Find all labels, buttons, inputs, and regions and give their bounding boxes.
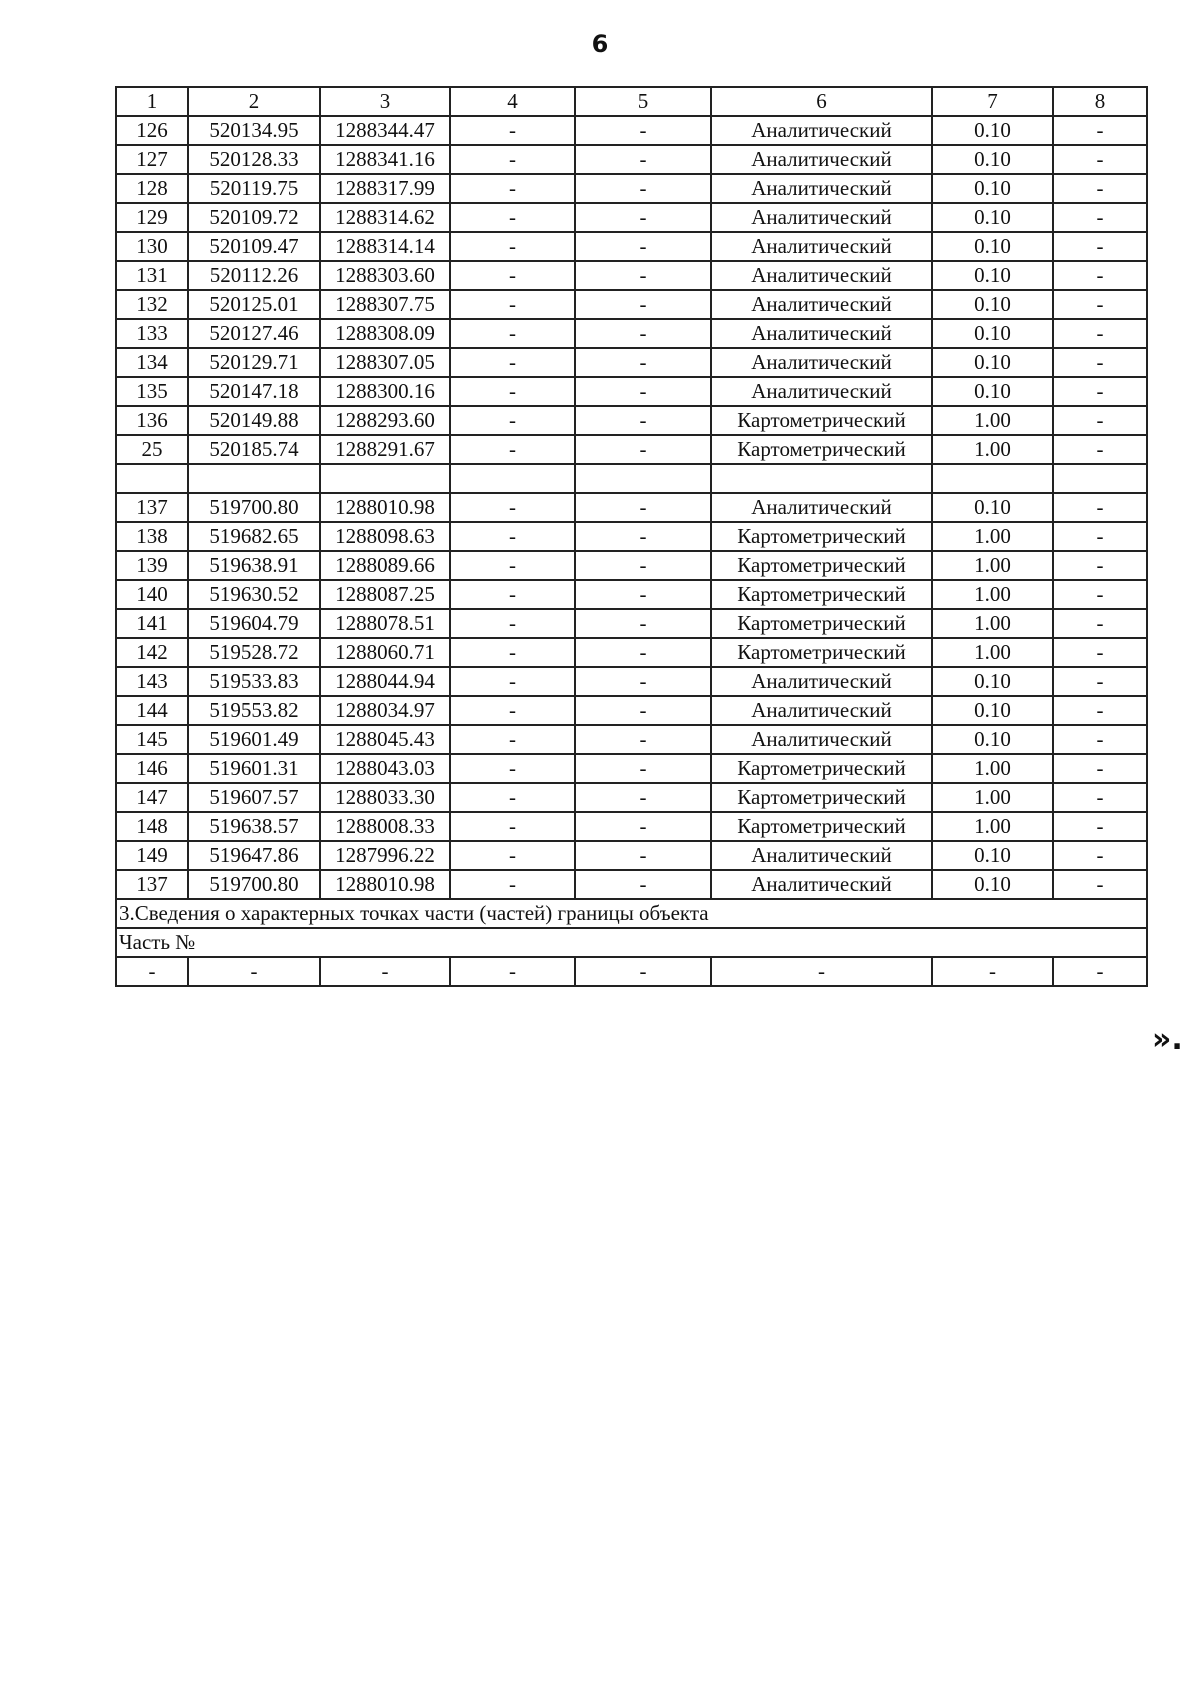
table-cell: Аналитический <box>711 203 932 232</box>
table-cell: - <box>575 261 711 290</box>
table-cell: - <box>575 609 711 638</box>
header-cell: 3 <box>320 87 450 116</box>
table-cell: Картометрический <box>711 812 932 841</box>
dash-cell: - <box>450 957 575 986</box>
table-cell: 1288341.16 <box>320 145 450 174</box>
table-cell: Картометрический <box>711 754 932 783</box>
table-cell <box>711 464 932 493</box>
table-cell: 137 <box>116 870 188 899</box>
dash-cell: - <box>575 957 711 986</box>
table-row <box>116 754 1147 783</box>
table-row <box>116 145 1147 174</box>
table-cell: 1288043.03 <box>320 754 450 783</box>
table-cell: - <box>1053 551 1147 580</box>
table-cell: 0.10 <box>932 174 1053 203</box>
table-cell: 25 <box>116 435 188 464</box>
table-cell: 1288060.71 <box>320 638 450 667</box>
table-cell: 520185.74 <box>188 435 320 464</box>
table-cell: 1288307.05 <box>320 348 450 377</box>
table-cell: - <box>450 348 575 377</box>
table-cell: 0.10 <box>932 116 1053 145</box>
table-cell: 520127.46 <box>188 319 320 348</box>
table-cell: - <box>575 667 711 696</box>
table-cell: 1288089.66 <box>320 551 450 580</box>
table-cell: Аналитический <box>711 870 932 899</box>
table-cell: - <box>575 319 711 348</box>
table-row <box>116 116 1147 145</box>
table-row <box>116 493 1147 522</box>
table-cell: - <box>1053 290 1147 319</box>
table-cell: 147 <box>116 783 188 812</box>
table-cell: 1.00 <box>932 783 1053 812</box>
table-cell: - <box>575 638 711 667</box>
table-cell <box>575 464 711 493</box>
table-cell: 1288087.25 <box>320 580 450 609</box>
table-cell: - <box>450 754 575 783</box>
table-cell: 1.00 <box>932 435 1053 464</box>
table-cell: - <box>575 435 711 464</box>
table-cell: 1.00 <box>932 812 1053 841</box>
table-cell: - <box>450 290 575 319</box>
table-cell: Картометрический <box>711 638 932 667</box>
table-row <box>116 464 1147 493</box>
table-cell <box>116 464 188 493</box>
table-row <box>116 638 1147 667</box>
table-cell: - <box>450 319 575 348</box>
table-cell: 0.10 <box>932 667 1053 696</box>
table-cell: - <box>450 435 575 464</box>
table-cell: Картометрический <box>711 609 932 638</box>
table-cell: 519601.31 <box>188 754 320 783</box>
table-cell: 142 <box>116 638 188 667</box>
table-cell: 519533.83 <box>188 667 320 696</box>
table-cell: 0.10 <box>932 319 1053 348</box>
table-cell: 1288307.75 <box>320 290 450 319</box>
table-row <box>116 667 1147 696</box>
table-row <box>116 696 1147 725</box>
table-cell: 0.10 <box>932 870 1053 899</box>
table-cell: 149 <box>116 841 188 870</box>
table-cell: - <box>450 232 575 261</box>
table-cell: 132 <box>116 290 188 319</box>
table-cell: 0.10 <box>932 145 1053 174</box>
table-row <box>116 609 1147 638</box>
dash-cell: - <box>1053 957 1147 986</box>
table-cell: 1.00 <box>932 754 1053 783</box>
table-cell: - <box>1053 261 1147 290</box>
table-cell: - <box>450 667 575 696</box>
table-cell: - <box>575 725 711 754</box>
table-cell: - <box>1053 348 1147 377</box>
table-cell: 1288010.98 <box>320 493 450 522</box>
table-cell: - <box>575 841 711 870</box>
table-cell: Аналитический <box>711 493 932 522</box>
table-row <box>116 319 1147 348</box>
table-cell: 519700.80 <box>188 493 320 522</box>
table-cell: - <box>450 870 575 899</box>
table-cell: 0.10 <box>932 348 1053 377</box>
header-cell: 5 <box>575 87 711 116</box>
table-cell: 139 <box>116 551 188 580</box>
section3-title: 3.Сведения о характерных точках части (частей) границы объекта <box>116 899 1147 928</box>
table-cell: 0.10 <box>932 290 1053 319</box>
table-cell: 0.10 <box>932 696 1053 725</box>
table-cell: - <box>450 522 575 551</box>
part-row <box>116 928 1147 957</box>
table-cell: 519630.52 <box>188 580 320 609</box>
table-cell: - <box>450 406 575 435</box>
table-row <box>116 261 1147 290</box>
dash-cell: - <box>711 957 932 986</box>
table-cell: - <box>450 551 575 580</box>
table-cell: - <box>575 493 711 522</box>
table-cell: - <box>575 203 711 232</box>
table-cell: - <box>575 348 711 377</box>
table-cell: - <box>450 261 575 290</box>
table-cell: 519647.86 <box>188 841 320 870</box>
table-cell: - <box>450 783 575 812</box>
page-number: 6 <box>591 30 609 58</box>
table-cell: - <box>1053 667 1147 696</box>
table-cell: - <box>450 203 575 232</box>
table-cell: - <box>1053 174 1147 203</box>
table-cell: - <box>575 377 711 406</box>
table-cell: - <box>450 174 575 203</box>
table-cell: - <box>575 290 711 319</box>
table-cell: 135 <box>116 377 188 406</box>
table-cell: 1287996.22 <box>320 841 450 870</box>
table-cell: 1288303.60 <box>320 261 450 290</box>
header-cell: 8 <box>1053 87 1147 116</box>
table-cell: - <box>450 812 575 841</box>
table-cell: Картометрический <box>711 783 932 812</box>
table-cell: - <box>575 580 711 609</box>
table-cell: 519700.80 <box>188 870 320 899</box>
table-cell: 520147.18 <box>188 377 320 406</box>
table-cell <box>188 464 320 493</box>
table-cell: 519528.72 <box>188 638 320 667</box>
table-cell: - <box>450 580 575 609</box>
table-cell: - <box>1053 203 1147 232</box>
table-cell: - <box>1053 812 1147 841</box>
table-cell: - <box>1053 696 1147 725</box>
table-cell: 0.10 <box>932 725 1053 754</box>
section3-row <box>116 899 1147 928</box>
table-cell <box>450 464 575 493</box>
header-cell: 2 <box>188 87 320 116</box>
table-body <box>116 116 1147 899</box>
table-cell: 1288314.62 <box>320 203 450 232</box>
table-row <box>116 870 1147 899</box>
table-cell: 520128.33 <box>188 145 320 174</box>
table-row <box>116 725 1147 754</box>
table-cell: 130 <box>116 232 188 261</box>
table-cell: - <box>1053 145 1147 174</box>
table-cell: 146 <box>116 754 188 783</box>
dash-cell: - <box>932 957 1053 986</box>
table-cell: 1288045.43 <box>320 725 450 754</box>
table-cell: 1.00 <box>932 580 1053 609</box>
table-cell: Аналитический <box>711 841 932 870</box>
table-cell: - <box>1053 725 1147 754</box>
table-cell: 133 <box>116 319 188 348</box>
table-cell: 1288317.99 <box>320 174 450 203</box>
table-cell: 145 <box>116 725 188 754</box>
table-cell: - <box>575 174 711 203</box>
table-cell: - <box>1053 319 1147 348</box>
table-cell: 520109.47 <box>188 232 320 261</box>
table-cell: - <box>450 145 575 174</box>
table-cell <box>1053 464 1147 493</box>
table-cell: 144 <box>116 696 188 725</box>
table-cell: - <box>1053 580 1147 609</box>
table-cell: 0.10 <box>932 493 1053 522</box>
table-row <box>116 783 1147 812</box>
table-cell: 137 <box>116 493 188 522</box>
table-cell: - <box>1053 493 1147 522</box>
table-cell: Картометрический <box>711 522 932 551</box>
table-cell: Аналитический <box>711 377 932 406</box>
table-cell: 519682.65 <box>188 522 320 551</box>
table-cell: - <box>575 551 711 580</box>
table-cell: 519604.79 <box>188 609 320 638</box>
table-cell: - <box>575 754 711 783</box>
table-cell: 1.00 <box>932 609 1053 638</box>
table-cell: Аналитический <box>711 232 932 261</box>
table-cell: 127 <box>116 145 188 174</box>
table-cell: - <box>575 116 711 145</box>
table-cell: 131 <box>116 261 188 290</box>
coordinates-table <box>115 86 1148 987</box>
dash-cell: - <box>116 957 188 986</box>
table-cell: 1.00 <box>932 522 1053 551</box>
table-cell: 520119.75 <box>188 174 320 203</box>
table-cell: 520112.26 <box>188 261 320 290</box>
table-cell: - <box>450 841 575 870</box>
table-cell: - <box>450 638 575 667</box>
table-cell: - <box>1053 609 1147 638</box>
table-row <box>116 377 1147 406</box>
table-cell: Картометрический <box>711 551 932 580</box>
table-cell: 1288078.51 <box>320 609 450 638</box>
table-row <box>116 841 1147 870</box>
table-cell: 141 <box>116 609 188 638</box>
table-cell: Аналитический <box>711 725 932 754</box>
table-cell: - <box>1053 783 1147 812</box>
table-cell: - <box>1053 232 1147 261</box>
table-cell: 1288010.98 <box>320 870 450 899</box>
table-cell: - <box>450 493 575 522</box>
table-cell: 0.10 <box>932 203 1053 232</box>
table-row <box>116 522 1147 551</box>
table-row <box>116 435 1147 464</box>
table-row <box>116 290 1147 319</box>
table-row <box>116 580 1147 609</box>
table-row <box>116 406 1147 435</box>
table-cell: Аналитический <box>711 290 932 319</box>
table-cell: - <box>1053 638 1147 667</box>
table-cell: - <box>450 609 575 638</box>
dash-cell: - <box>188 957 320 986</box>
table-cell: - <box>1053 116 1147 145</box>
table-cell: - <box>575 870 711 899</box>
table-cell: Аналитический <box>711 696 932 725</box>
dash-cell: - <box>320 957 450 986</box>
table-cell: Аналитический <box>711 667 932 696</box>
table-cell: 1288044.94 <box>320 667 450 696</box>
table-cell: Аналитический <box>711 348 932 377</box>
table-cell: 1288098.63 <box>320 522 450 551</box>
table-cell <box>320 464 450 493</box>
table-cell: 1.00 <box>932 406 1053 435</box>
table-cell: 520125.01 <box>188 290 320 319</box>
table-cell: - <box>1053 870 1147 899</box>
table-cell: - <box>575 522 711 551</box>
table-row <box>116 232 1147 261</box>
table-cell: 519638.57 <box>188 812 320 841</box>
header-cell: 1 <box>116 87 188 116</box>
table-row <box>116 348 1147 377</box>
table-cell: 1288293.60 <box>320 406 450 435</box>
table-row <box>116 203 1147 232</box>
table-cell: 0.10 <box>932 841 1053 870</box>
table-cell: 136 <box>116 406 188 435</box>
table-cell: 520149.88 <box>188 406 320 435</box>
table-cell: 520134.95 <box>188 116 320 145</box>
header-cell: 7 <box>932 87 1053 116</box>
table-cell <box>932 464 1053 493</box>
table-cell: - <box>450 377 575 406</box>
table-cell: - <box>450 696 575 725</box>
table-cell: Аналитический <box>711 116 932 145</box>
table-cell: - <box>450 116 575 145</box>
table-cell: 519607.57 <box>188 783 320 812</box>
table-row <box>116 812 1147 841</box>
table-cell: - <box>1053 406 1147 435</box>
table-cell: 520129.71 <box>188 348 320 377</box>
table-cell: 148 <box>116 812 188 841</box>
part-label: Часть № <box>116 928 1147 957</box>
table-cell: - <box>1053 435 1147 464</box>
table-cell: 138 <box>116 522 188 551</box>
table-row <box>116 551 1147 580</box>
table-cell: - <box>450 725 575 754</box>
table-cell: 1288034.97 <box>320 696 450 725</box>
table-cell: 1288300.16 <box>320 377 450 406</box>
table-cell: - <box>1053 754 1147 783</box>
table-row <box>116 174 1147 203</box>
table-cell: - <box>575 696 711 725</box>
table-cell: 129 <box>116 203 188 232</box>
table-cell: Аналитический <box>711 261 932 290</box>
table-cell: - <box>575 783 711 812</box>
table-cell: 0.10 <box>932 261 1053 290</box>
table-cell: - <box>1053 377 1147 406</box>
table-cell: 1.00 <box>932 551 1053 580</box>
table-cell: - <box>575 232 711 261</box>
table-cell: 1288008.33 <box>320 812 450 841</box>
header-cell: 6 <box>711 87 932 116</box>
table-cell: - <box>575 145 711 174</box>
table-cell: 1288308.09 <box>320 319 450 348</box>
table-cell: 520109.72 <box>188 203 320 232</box>
table-cell: 519553.82 <box>188 696 320 725</box>
closing-quote-mark: ». <box>1152 1022 1183 1057</box>
table-cell: 1288291.67 <box>320 435 450 464</box>
table-header-row <box>116 87 1147 116</box>
dash-row <box>116 957 1147 986</box>
table-cell: 1288344.47 <box>320 116 450 145</box>
table-cell: 1288033.30 <box>320 783 450 812</box>
table-cell: 1288314.14 <box>320 232 450 261</box>
table-cell: 0.10 <box>932 232 1053 261</box>
table-cell: Картометрический <box>711 406 932 435</box>
table-cell: 128 <box>116 174 188 203</box>
table-cell: - <box>1053 522 1147 551</box>
header-cell: 4 <box>450 87 575 116</box>
table-cell: 143 <box>116 667 188 696</box>
table-cell: 0.10 <box>932 377 1053 406</box>
table-cell: Картометрический <box>711 580 932 609</box>
table-cell: 126 <box>116 116 188 145</box>
table-cell: Картометрический <box>711 435 932 464</box>
table-cell: 134 <box>116 348 188 377</box>
table-cell: - <box>1053 841 1147 870</box>
table-cell: 140 <box>116 580 188 609</box>
table-cell: Аналитический <box>711 145 932 174</box>
table-cell: Аналитический <box>711 174 932 203</box>
table-cell: 519601.49 <box>188 725 320 754</box>
table-cell: - <box>575 406 711 435</box>
table-cell: Аналитический <box>711 319 932 348</box>
table-cell: 1.00 <box>932 638 1053 667</box>
table-cell: 519638.91 <box>188 551 320 580</box>
table-cell: - <box>575 812 711 841</box>
